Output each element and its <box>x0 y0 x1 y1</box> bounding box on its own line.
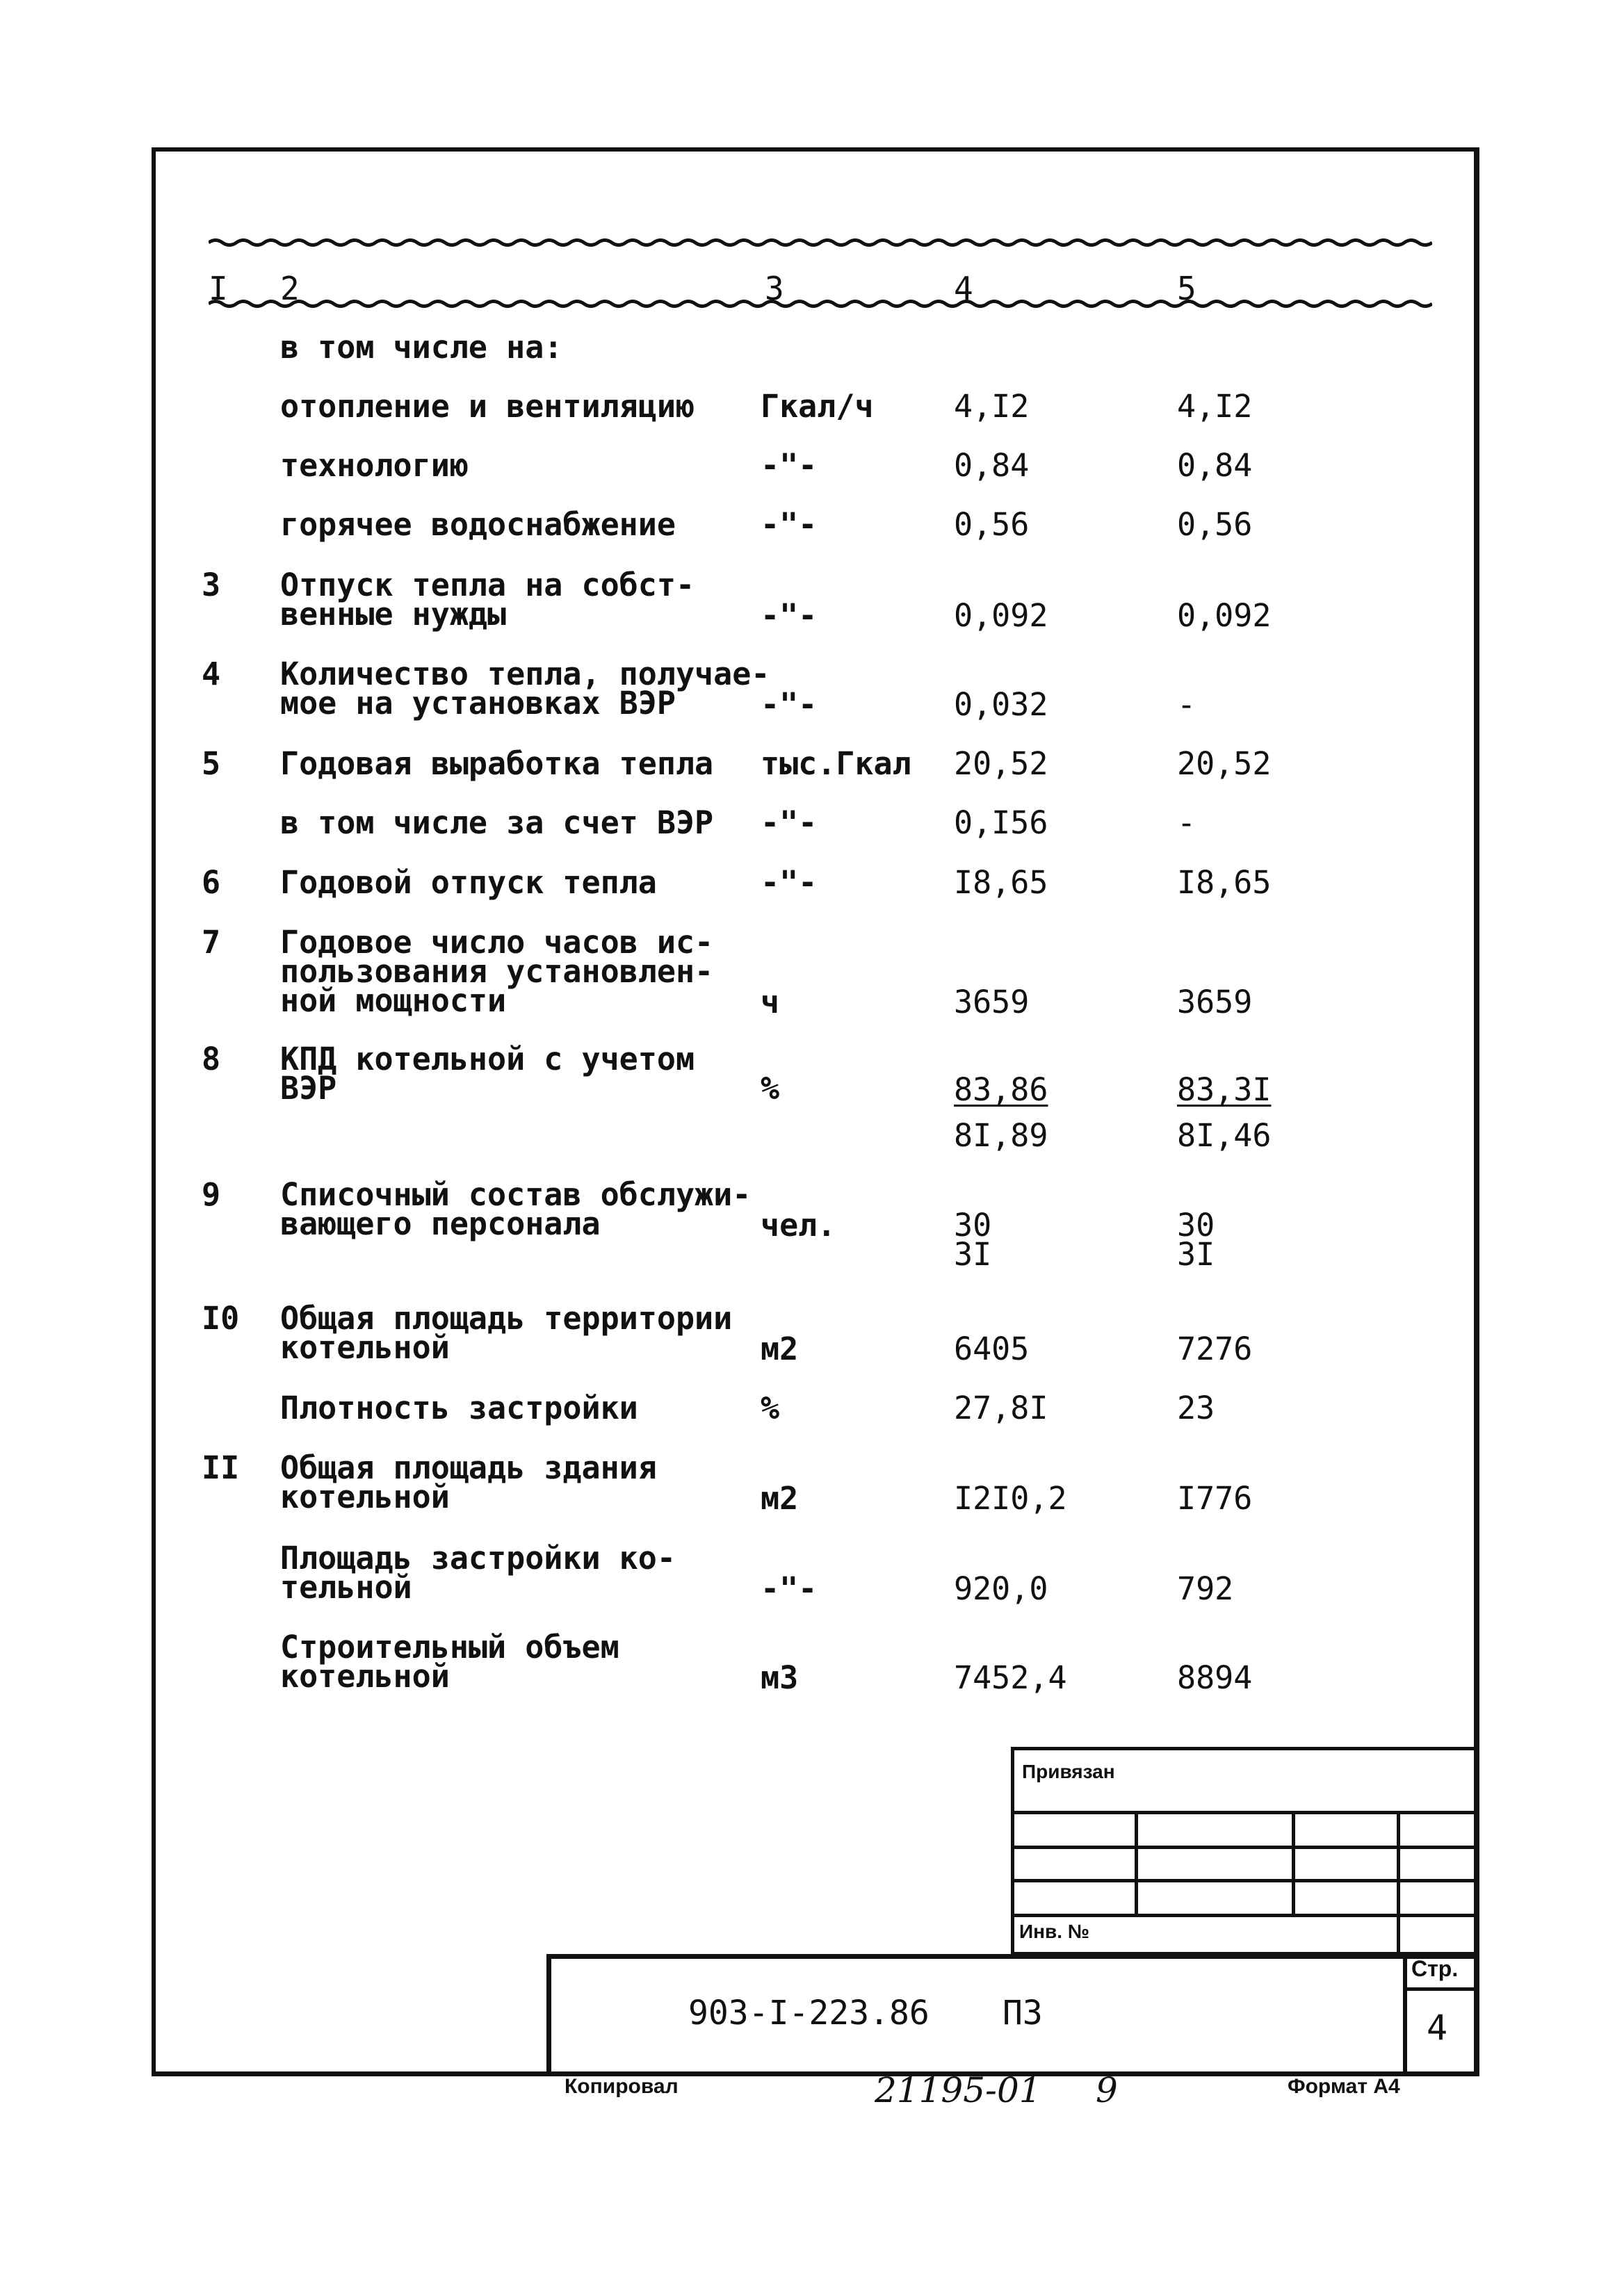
row-value-4: 3659 <box>954 984 1030 1020</box>
row-number: II <box>202 1449 240 1486</box>
row-value-4: 0,56 <box>954 506 1030 543</box>
row-value-5: - <box>1177 804 1196 841</box>
row-value-5: 4,I2 <box>1177 388 1253 425</box>
row-number: 4 <box>202 656 221 692</box>
row-unit: -"- <box>761 804 818 841</box>
row-unit: м3 <box>761 1659 799 1696</box>
row-value-4-bottom: 3I <box>954 1236 992 1273</box>
row-value-5: 7276 <box>1177 1330 1253 1367</box>
header-wavy-rule <box>209 299 1432 309</box>
row-value-4: 0,092 <box>954 597 1048 634</box>
row-number: 7 <box>202 924 221 961</box>
row-value-4: 0,84 <box>954 447 1030 484</box>
row-unit: м2 <box>761 1480 799 1517</box>
row-name-line2: котельной <box>280 1479 450 1515</box>
row-number: 5 <box>202 745 221 782</box>
col-header-4: 4 <box>954 270 973 307</box>
row-name: горячее водоснабжение <box>280 506 676 543</box>
row-unit: % <box>761 1390 780 1426</box>
row-name-line2: вающего персонала <box>280 1205 601 1242</box>
row-value-5: 0,092 <box>1177 597 1272 634</box>
row-name-line2: ВЭР <box>280 1070 337 1107</box>
row-value-5-top: 83,3I <box>1177 1071 1272 1108</box>
row-value-5: - <box>1177 686 1196 723</box>
row-value-4: 20,52 <box>954 745 1048 782</box>
row-unit: -"- <box>761 447 818 484</box>
row-number: 3 <box>202 567 221 603</box>
row-name: в том числе за счет ВЭР <box>280 804 714 841</box>
col-header-3: 3 <box>765 270 784 307</box>
row-name-line2: мое на установках ВЭР <box>280 685 676 722</box>
row-value-5: 0,56 <box>1177 506 1253 543</box>
row-name-line3: ной мощности <box>280 982 507 1019</box>
row-value-5: I776 <box>1177 1480 1253 1517</box>
row-value-5-bottom: 8I,46 <box>1177 1117 1272 1154</box>
stamp-inv-label: Инв. № <box>1019 1921 1090 1942</box>
footer-handwritten-number: 21195-01 <box>875 2070 1041 2110</box>
row-value-4: 0,I56 <box>954 804 1048 841</box>
row-unit: -"- <box>761 506 818 543</box>
footer-handwritten-sheet: 9 <box>1096 2070 1118 2110</box>
row-value-5: 20,52 <box>1177 745 1272 782</box>
row-name-line1: Общая площадь территории <box>280 1300 733 1337</box>
row-name: отопление и вентиляцию <box>280 388 695 425</box>
row-name-line1: Количество тепла, получае- <box>280 656 770 692</box>
row-value-5: 0,84 <box>1177 447 1253 484</box>
row-value-4: 27,8I <box>954 1390 1048 1426</box>
row-number: 6 <box>202 864 221 901</box>
row-name-line1: Строительный объем <box>280 1629 619 1666</box>
row-name-line1: Площадь застройки ко- <box>280 1540 676 1577</box>
row-name-line2: котельной <box>280 1658 450 1695</box>
row-name-line2: котельной <box>280 1329 450 1366</box>
page-box-divider <box>1403 1987 1479 1991</box>
row-value-5: 792 <box>1177 1570 1234 1607</box>
row-number: 9 <box>202 1176 221 1213</box>
row-value-4: 920,0 <box>954 1570 1048 1607</box>
document-code: ПЗ <box>1003 1994 1043 2033</box>
row-value-4-bottom: 8I,89 <box>954 1117 1048 1154</box>
row-number: 8 <box>202 1041 221 1077</box>
row-name-line2: пользования установлен- <box>280 953 714 990</box>
row-unit: Гкал/ч <box>761 388 874 425</box>
row-unit: ч <box>761 984 780 1020</box>
row-name: в том числе на: <box>280 329 563 366</box>
document-number: 903-I-223.86 <box>688 1994 930 2033</box>
footer-copied: Копировал <box>565 2075 679 2098</box>
col-header-1: I <box>209 270 228 307</box>
row-value-5-top: 30 <box>1177 1207 1215 1244</box>
row-name-line1: Общая площадь здания <box>280 1449 657 1486</box>
row-name-line2: венные нужды <box>280 596 507 633</box>
row-value-4: I2I0,2 <box>954 1480 1067 1517</box>
row-unit: -"- <box>761 1570 818 1607</box>
row-value-4: 6405 <box>954 1330 1030 1367</box>
col-header-5: 5 <box>1177 270 1196 307</box>
row-value-5: 23 <box>1177 1390 1215 1426</box>
col-header-2: 2 <box>280 270 300 307</box>
footer-format: Формат А4 <box>1288 2075 1400 2098</box>
row-name-line1: Списочный состав обслужи- <box>280 1176 752 1213</box>
row-unit: -"- <box>761 864 818 901</box>
row-unit: тыс.Гкал <box>761 745 911 782</box>
page-number: 4 <box>1427 2008 1448 2048</box>
row-value-4: 4,I2 <box>954 388 1030 425</box>
row-name-line1: Отпуск тепла на собст- <box>280 567 695 603</box>
row-name: технологию <box>280 447 469 484</box>
row-unit: м2 <box>761 1330 799 1367</box>
row-name-line2: тельной <box>280 1569 412 1606</box>
row-value-4-top: 30 <box>954 1207 992 1244</box>
row-value-4: 0,032 <box>954 686 1048 723</box>
row-value-5: 3659 <box>1177 984 1253 1020</box>
row-unit: % <box>761 1070 780 1107</box>
row-unit: -"- <box>761 686 818 723</box>
row-value-5: I8,65 <box>1177 864 1272 901</box>
row-name: Годовой отпуск тепла <box>280 864 657 901</box>
row-value-5: 8894 <box>1177 1659 1253 1696</box>
row-value-5-bottom: 3I <box>1177 1236 1215 1273</box>
row-number: I0 <box>202 1300 240 1337</box>
row-value-4-top: 83,86 <box>954 1071 1048 1108</box>
top-wavy-rule <box>209 238 1432 247</box>
row-name: Плотность застройки <box>280 1390 638 1426</box>
approval-stamp <box>1011 1747 1479 1955</box>
page-label: Стр. <box>1411 1956 1459 1981</box>
row-value-4: 7452,4 <box>954 1659 1067 1696</box>
row-name: Годовая выработка тепла <box>280 745 714 782</box>
row-name-line1: Годовое число часов ис- <box>280 924 714 961</box>
row-name-line1: КПД котельной с учетом <box>280 1041 695 1077</box>
row-unit: -"- <box>761 597 818 634</box>
row-value-4: I8,65 <box>954 864 1048 901</box>
stamp-privyazan-label: Привязан <box>1022 1761 1115 1782</box>
row-unit: чел. <box>761 1207 836 1244</box>
